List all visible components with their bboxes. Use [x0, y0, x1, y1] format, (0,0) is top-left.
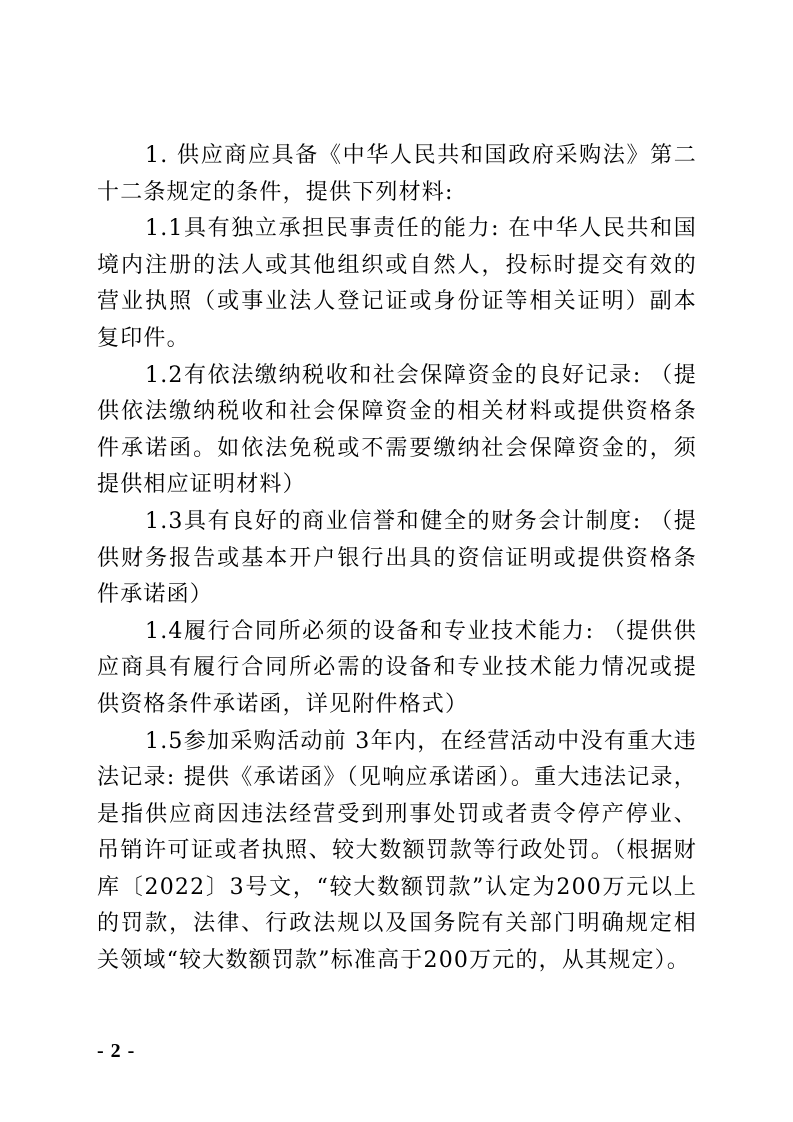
paragraph-civil-liability: 1.1具有独立承担民事责任的能力: 在中华人民共和国境内注册的法人或其他组织或自然人，投标时提交有效的营业执照（或事业法人登记证或身份证等相关证明）副本复印件。 — [97, 216, 697, 351]
page-number: - 2 - — [97, 1040, 136, 1062]
document-body — [97, 138, 697, 980]
paragraph-tax-social-security: 1.2有依法缴纳税收和社会保障资金的良好记录: （提供依法缴纳税收和社会保障资金的相关材料或提供资格条件承诺函。如依法免税或不需要缴纳社会保障资金的，须提供相应证明材料） — [97, 362, 697, 498]
paragraph-requirement-intro: 1. 供应商应具备《中华人民共和国政府采购法》第二十二条规定的条件，提供下列材料: — [97, 143, 697, 205]
paragraph-equipment-capability: 1.4履行合同所必须的设备和专业技术能力: （提供供应商具有履行合同所必需的设备和专业技术能力情况或提供资格条件承诺函，详见附件格式） — [97, 618, 697, 717]
paragraph-business-reputation: 1.3具有良好的商业信誉和健全的财务会计制度: （提供财务报告或基本开户银行出具的资信证明或提供资格条件承诺函） — [97, 508, 697, 608]
paragraph-no-violation-record: 1.5参加采购活动前 3年内，在经营活动中没有重大违法记录: 提供《承诺函》（见响应承诺函）。重大违法记录，是指供应商因违法经营受到刑事处罚或者责令停产停业、吊销许可证或者执照、较大数额罚款等行政处罚。（根据财库〔2022〕3号文，“较大数额罚款”认定为200万元以上的罚款，法律、行政法规以及国务院有关部门明确规定相关领域“较大数额罚款”标准高于200万元的，从其规定）。 — [97, 728, 697, 974]
